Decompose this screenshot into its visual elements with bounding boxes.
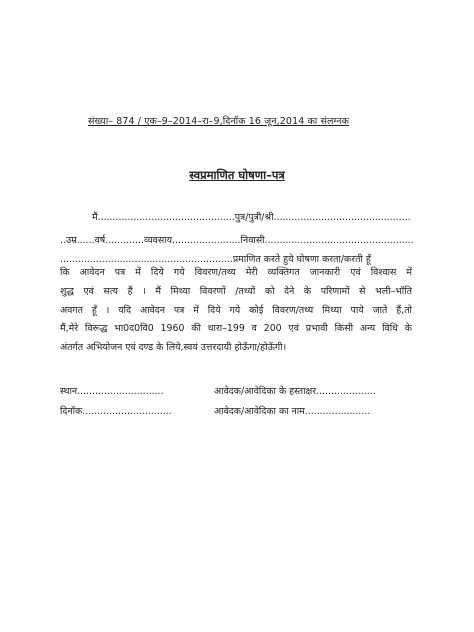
age-occupation-line: ..उम्र......वर्ष.............व्यवसाय.......................निवासी.................................................. — [60, 235, 414, 246]
body-line: शुद्ध एवं सत्य हैं । मैं मिथ्या विवरणों /तथ्यों को देने के परिणामों से भली–भॉति — [60, 285, 412, 297]
applicant-signature-field: आवेदक/आवेदिका के हस्ताक्षर.................... — [214, 386, 376, 397]
body-line: अंतर्गत अभियोजन एवं दण्ड के लिये,स्वयं उत्तरदायी होऊँगा/होऊँगी। — [60, 342, 287, 354]
body-line: कि आवेदन पत्र में दिये गये विवरण/तथ्य मेरी व्यक्तिगत जानकारी एवं विश्वास में — [60, 267, 412, 278]
date-field: दिनॉक.............................. — [60, 406, 172, 417]
reference-number: संख्या– 874 / एक–9–2014–रा–9,दिनॉक 16 जून,2014 का संलग्नक — [88, 116, 350, 127]
declaration-intro-line: ..........................................................प्रमाणित करते हुये घोषणा करता/करती हूँ — [60, 254, 371, 265]
place-field: स्थान............................. — [60, 386, 164, 397]
name-field-line: मैं..............................................पुत्र/पुत्री/श्री.............................................. — [92, 212, 411, 223]
document-title: स्वप्रमाणित घोषणा–पत्र — [189, 168, 285, 182]
declaration-body — [60, 264, 412, 358]
body-line: अवगत हूँ । यदि आवेदन पत्र में दिये गये कोई विवरण/तथ्य मिथ्या पाये जाते हैं,तो — [60, 304, 412, 316]
body-line: मैं,मेरे विरूद्ध भा0द0वि0 1960 की धारा–199 व 200 एवं प्रभावी किसी अन्य विधि के — [60, 323, 412, 335]
applicant-name-field: आवेदक/आवेदिका का नाम...................... — [214, 406, 371, 417]
